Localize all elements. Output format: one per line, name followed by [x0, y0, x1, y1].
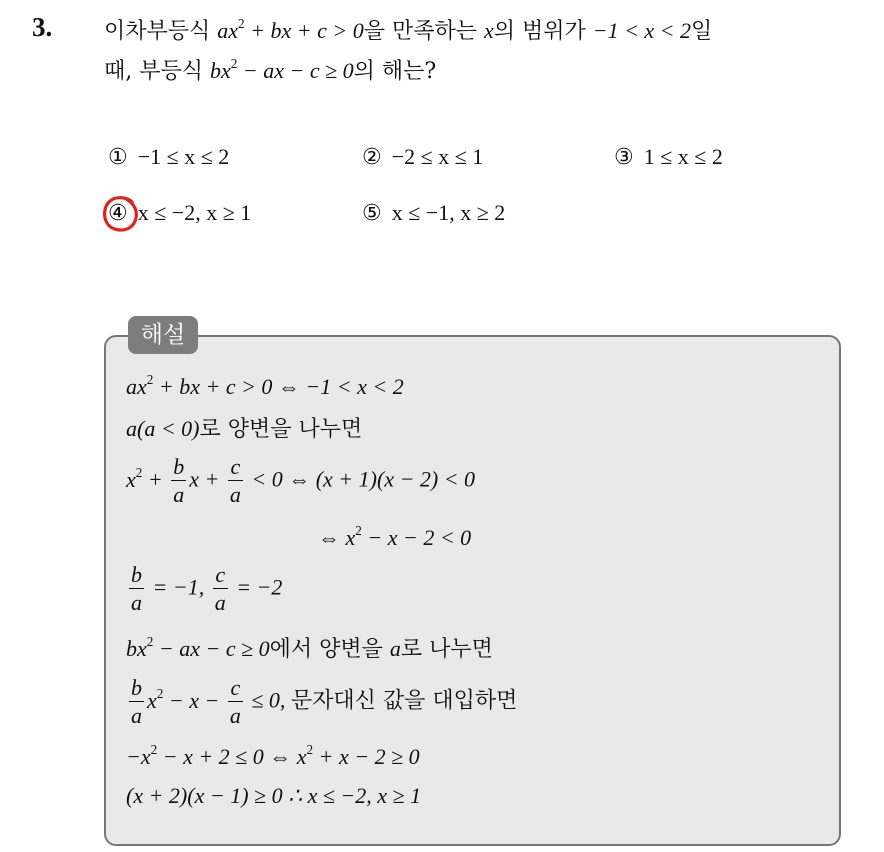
choice-number: ① — [108, 145, 128, 170]
stem-text: 일 — [691, 19, 713, 44]
fraction: $\frac{c}{a}$ — [214, 562, 226, 616]
stem-math: x — [483, 18, 494, 43]
answer-circle-mark — [101, 194, 141, 234]
choice-expression: x ≤ −1, x ≥ 2 — [391, 200, 506, 225]
solution-line-9: (x + 2)(x − 1) ≥ 0 ∴ x ≤ −2, x ≥ 1 — [126, 783, 422, 808]
choice-expression: −1 ≤ x ≤ 2 — [137, 144, 230, 169]
fraction: $\frac{b}{a}$ — [131, 562, 142, 616]
solution-line-2: a(a < 0)로 양변을 나누면 — [126, 416, 363, 442]
choice-expression: x ≤ −2, x ≥ 1 — [137, 200, 252, 225]
choice-expression: 1 ≤ x ≤ 2 — [643, 144, 723, 169]
solution-line-4: ⇔ $x^2 - x - 2 < 0$ — [318, 523, 472, 550]
choice-expression: −2 ≤ x ≤ 1 — [391, 144, 484, 169]
choice-3[interactable] — [614, 144, 723, 170]
question-number: 3. — [32, 12, 53, 42]
solution-line-8: $-x^2 - x + 2 \le 0$ ⇔ $x^2 + x - 2 \ge 0$ — [126, 742, 420, 769]
choice-number: ④ — [108, 201, 128, 226]
choice-number: ⑤ — [362, 201, 382, 226]
fraction: $\frac{b}{a}$ — [173, 454, 185, 508]
solution-line-3: $x^2$ + $\frac{b}{a}$ x + $\frac{c}{a}$ < 0 ⇔ (x + 1)(x − 2) < 0 — [126, 454, 476, 508]
stem-text: 이차부등식 — [104, 19, 218, 44]
stem-text: 의 범위가 — [493, 19, 593, 44]
choice-number: ③ — [614, 145, 634, 170]
solution-line-6: $bx^2$ − ax − c ≥ 0에서 양변을 a로 나누면 — [126, 634, 493, 662]
stem-text: 을 만족하는 — [363, 19, 484, 44]
solution-line-5: $\frac{b}{a}$ = −1, $\frac{c}{a}$ = −2 — [131, 562, 283, 616]
stem-math: $ax^2$ + bx + c > 0 — [217, 16, 364, 43]
stem-math: $bx^2$ − ax − c ≥ 0 — [210, 56, 354, 83]
fraction: $\frac{c}{a}$ — [229, 454, 241, 508]
question-stem-line-1 — [104, 14, 712, 45]
stem-math: −1 < x < 2 — [592, 18, 692, 43]
solution-line-1: $ax^2$ + bx + c > 0 ⇔ −1 < x < 2 — [126, 372, 404, 399]
choice-2[interactable] — [362, 144, 483, 170]
fraction: $\frac{c}{a}$ — [229, 675, 241, 729]
choice-number: ② — [362, 145, 382, 170]
choice-5[interactable] — [362, 200, 505, 226]
solution-line-7: $\frac{b}{a}$ $x^2 - x$ − $\frac{c}{a}$ ≤ 0, 문자대신 값을 대입하면 — [131, 675, 518, 729]
solution-tab-label: 해설 — [128, 316, 198, 354]
question-stem-line-2 — [104, 54, 436, 85]
stem-text: 의 해는? — [353, 59, 437, 84]
choice-1[interactable] — [108, 144, 229, 170]
stem-text: 때, 부등식 — [104, 59, 210, 84]
fraction: $\frac{b}{a}$ — [131, 675, 142, 729]
